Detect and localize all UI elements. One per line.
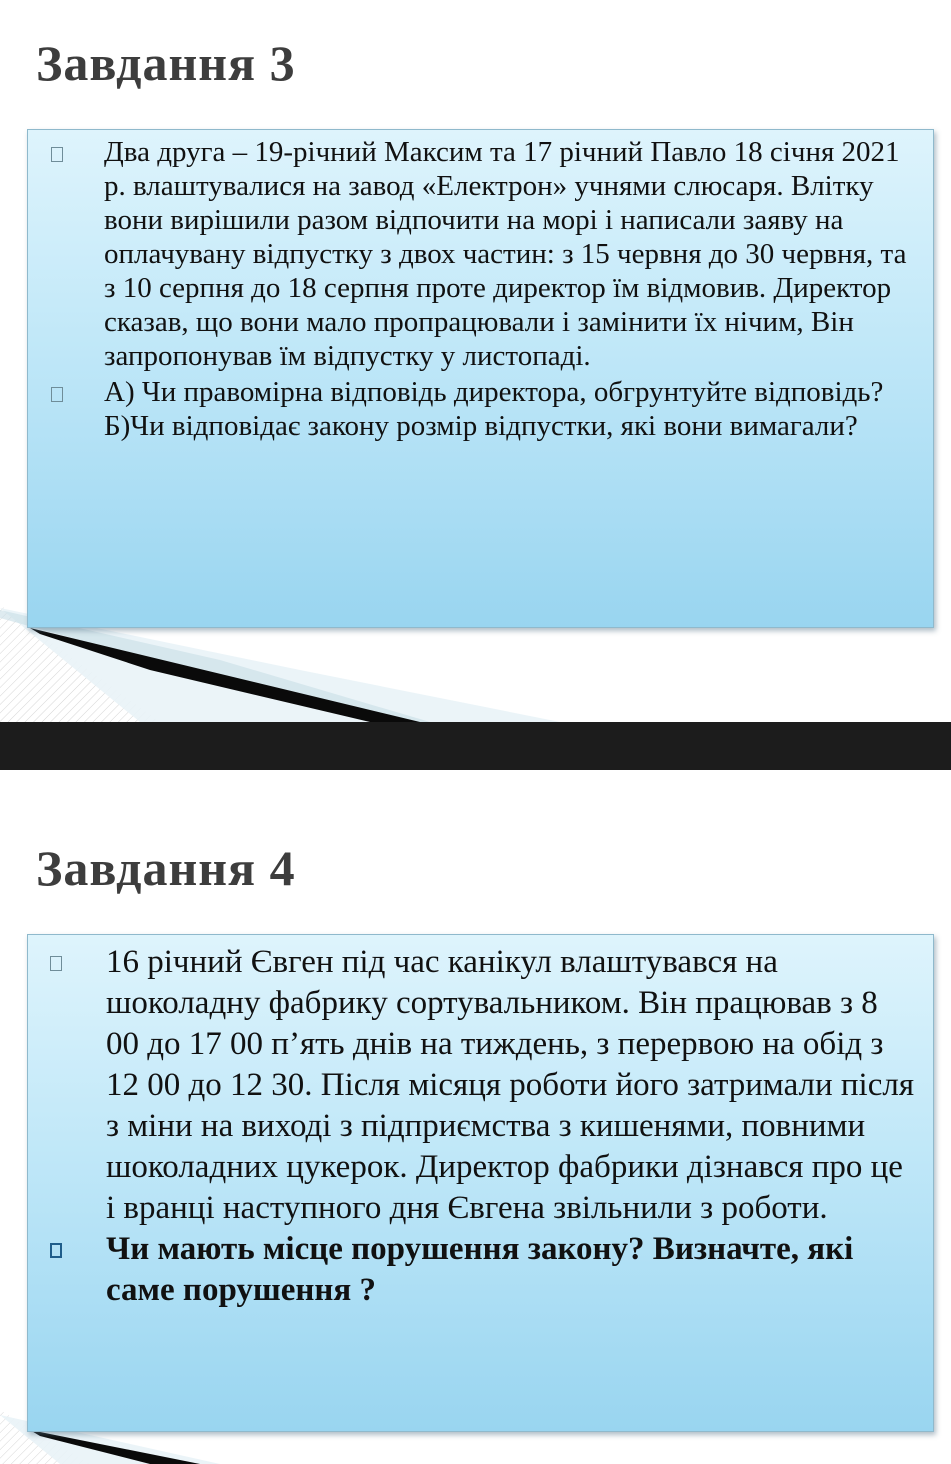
- slide-title: Завдання 4: [36, 840, 296, 896]
- bullet-text: А) Чи правомірна відповідь директора, обгрунтуйте відповідь? Б)Чи відповідає закону розмір відпустки, які вони вимагали?: [104, 376, 884, 442]
- bullet-item: [46, 135, 915, 373]
- slide-task-4: [0, 770, 951, 1464]
- bullet-text: 16 річний Євген під час канікул влаштувався на шоколадну фабрику сортувальником. Він працював з 8 00 до 17 00 п’ять днів на тиждень, з перервою на обід з 12 00 до 12 30. Після місяця роботи його затримали після з міни на виході з підприємства з кишенями, повними шоколадних цукерок. Директор фабрики дізнався про це і вранці наступного дня Євгена звільнили з роботи.: [106, 944, 915, 1226]
- content-box: [27, 934, 934, 1432]
- bullet-item: [46, 375, 915, 443]
- bullet-list: [48, 942, 919, 1311]
- slide-task-3: [0, 0, 951, 722]
- square-bullet-icon: [51, 387, 63, 402]
- square-bullet-icon: [51, 147, 63, 162]
- bullet-text: Два друга – 19-річний Максим та 17 річний Павло 18 січня 2021 р. влаштувалися на завод «Електрон» учнями слюсаря. Влітку вони вирішили разом відпочити на морі і написали заяву на оплачувану відпустку з двох частин: з 15 червня до 30 червня, та з 10 серпня до 18 серпня проте директор їм відмовив. Директор сказав, що вони мало пропрацювали і замінити їх нічим, Він запропонував їм відпустку у листопаді.: [104, 136, 907, 372]
- square-bullet-icon: [50, 1243, 62, 1258]
- slide-divider: [0, 722, 951, 770]
- square-bullet-icon: [50, 956, 62, 971]
- bullet-item-question: [48, 1229, 919, 1311]
- bullet-item: [48, 942, 919, 1229]
- bullet-text: Чи мають місце порушення закону? Визначте, які саме порушення ?: [106, 1231, 854, 1308]
- bullet-list: [46, 135, 915, 443]
- slide-title: Завдання 3: [36, 35, 296, 91]
- content-box: [27, 129, 934, 628]
